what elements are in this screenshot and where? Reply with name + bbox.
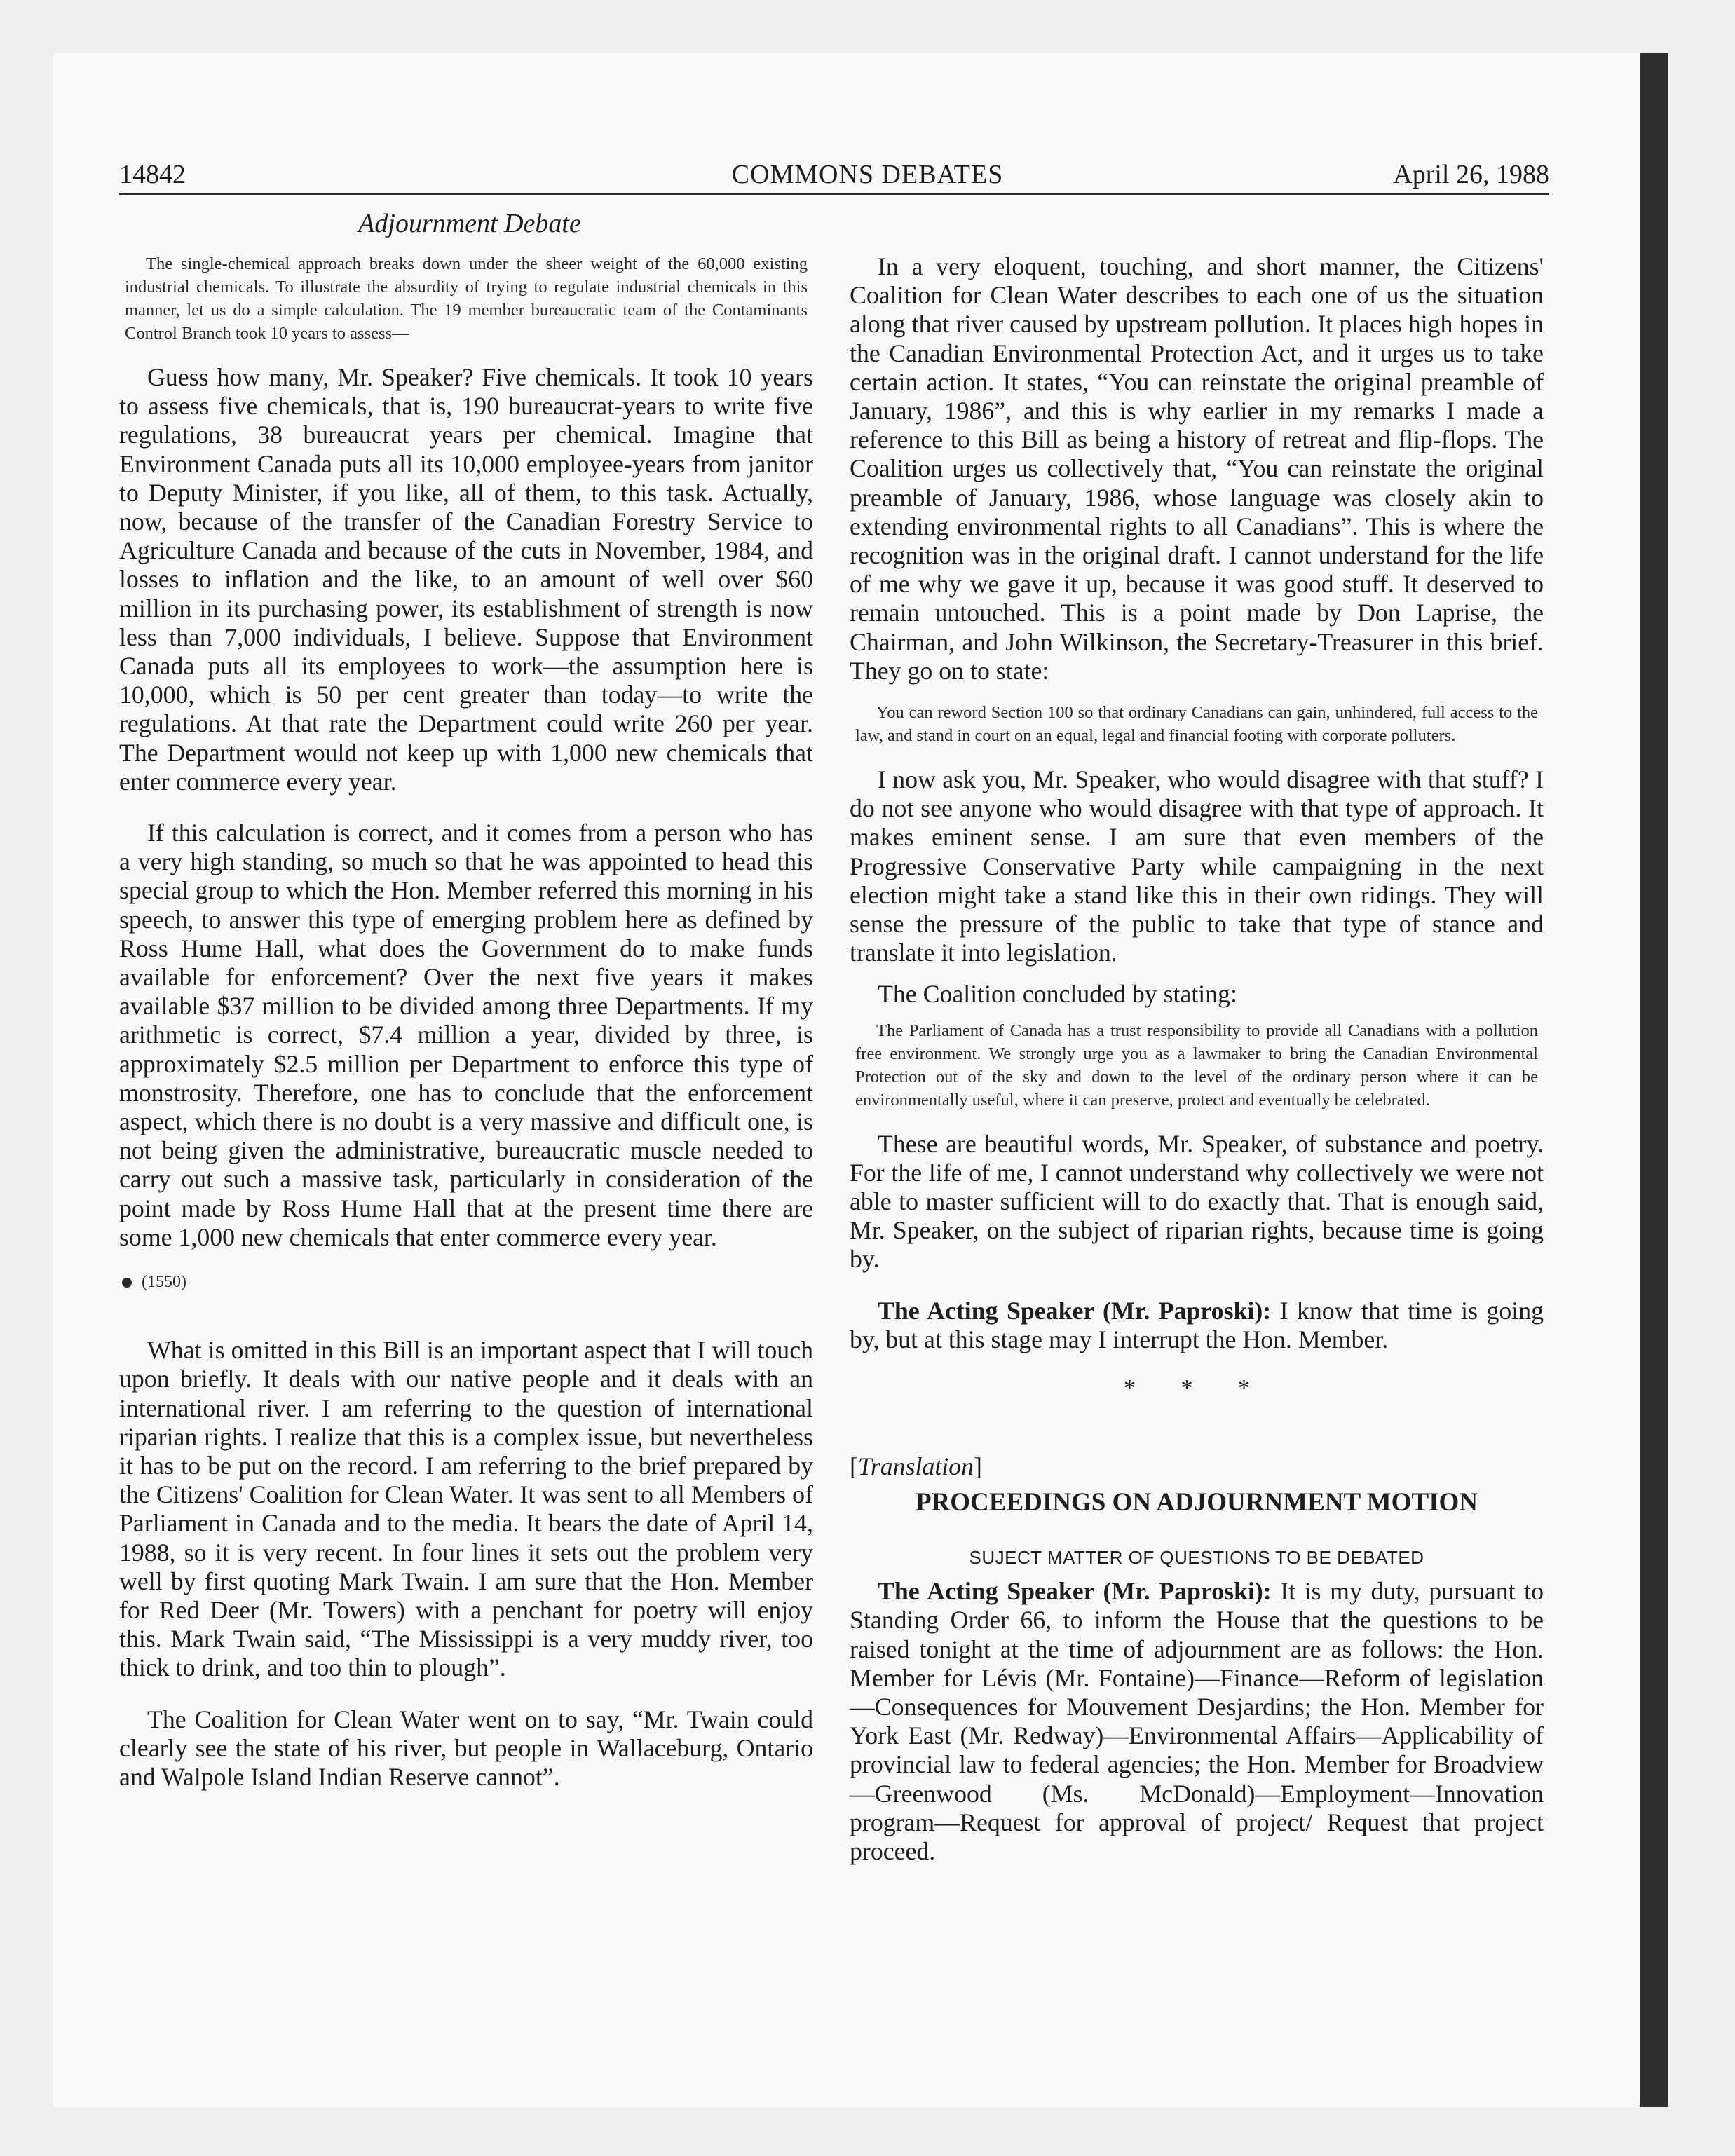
speaker-paragraph xyxy=(850,1297,1544,1354)
speaker-text: I know that time is going by, but at this stage may I interrupt the Hon. Member. xyxy=(850,1296,1544,1353)
subject-heading: SUJECT MATTER OF QUESTIONS TO BE DEBATED xyxy=(969,1547,1424,1569)
section-title: Adjournment Debate xyxy=(358,209,581,238)
page-number: 14842 xyxy=(119,160,186,189)
proceedings-heading: PROCEEDINGS ON ADJOURNMENT MOTION xyxy=(915,1488,1478,1517)
time-marker xyxy=(119,1271,813,1292)
issue-date: April 26, 1988 xyxy=(1393,160,1549,189)
speaker-name: The Acting Speaker (Mr. Paproski): xyxy=(878,1577,1272,1606)
section-separator: * * * xyxy=(1124,1375,1270,1402)
body-paragraph: The Coalition for Clean Water went on to say, “Mr. Twain could clearly see the state of his river, but people in Wallaceburg, Ontario and Walpole Island Indian Reserve cannot”. xyxy=(119,1705,813,1791)
body-paragraph: What is omitted in this Bill is an important aspect that I will touch upon briefly. It deals with our native people and it deals with an international river. I am referring to the question of international riparian rights. I realize that this is a complex issue, but nevertheless it has to be put on the record. I am referring to the brief prepared by the Citizens' Coalition for Clean Water. It was sent to all Members of Parliament in Canada and to the media. It bears the date of April 14, 1988, so it is very recent. In four lines it sets out the problem very well by first quoting Mark Twain. I am sure that the Hon. Member for Red Deer (Mr. Towers) with a penchant for poetry will enjoy this. Mark Twain said, “The Mississippi is a very muddy river, too thick to drink, and too thin to plough”. xyxy=(119,1336,813,1682)
bullet-icon xyxy=(122,1278,132,1288)
header-rule xyxy=(119,193,1549,195)
left-column xyxy=(119,252,813,1792)
right-column xyxy=(850,252,1544,1866)
time-marker-label: (1550) xyxy=(142,1273,186,1292)
body-paragraph: If this calculation is correct, and it comes from a person who has a very high standing, so much so that he was appointed to head this special group to which the Hon. Member referred this morning in his speech, to answer this type of emerging problem here as defined by Ross Hume Hall, what does the Government do to make funds available for enforcement? Over the next five years it makes available $37 million to be divided among three Departments. If my arithmetic is correct, $7.4 million a year, divided by three, is approximately $2.5 million per Department to enforce this type of monstrosity. Therefore, one has to conclude that the enforcement aspect, which there is no doubt is a very massive and difficult one, is not being given the administrative, bureaucratic muscle needed to carry out such a massive task, particularly in consideration of the point made by Ross Hume Hall that at the present time there are some 1,000 new chemicals that enter commerce every year. xyxy=(119,819,813,1251)
body-paragraph: The Coalition concluded by stating: xyxy=(878,980,1237,1009)
body-paragraph: These are beautiful words, Mr. Speaker, of substance and poetry. For the life of me, I cannot understand why collectively we were not able to master sufficient will to do exactly that. That is enough said, Mr. Speaker, on the subject of riparian rights, because time is going by. xyxy=(850,1129,1544,1274)
quoted-passage: You can reword Section 100 so that ordinary Canadians can gain, unhindered, full access to the law, and stand in court on an equal, legal and financial footing with corporate polluters. xyxy=(855,703,1538,746)
speaker-name: The Acting Speaker (Mr. Paproski): xyxy=(878,1296,1272,1325)
publication-title: COMMONS DEBATES xyxy=(731,160,1004,189)
speaker-paragraph xyxy=(850,1577,1544,1866)
speaker-text: It is my duty, pursuant to Standing Order 66, to inform the House that the questions to be raised tonight at the time of adjournment are as follows: the Hon. Member for Lévis (Mr. Fontaine)—Finance—Reform of legislation—Consequences for Mouvement Desjardins; the Hon. Member for York East (Mr. Redway)—Environmental Affairs—Applicability of provincial law to federal agencies; the Hon. Member for Broadview—Greenwood (Ms. McDonald)—Employment—Innovation program—Request for approval of project/ Request that project proceed. xyxy=(850,1577,1544,1865)
quoted-passage: The single-chemical approach breaks down under the sheer weight of the 60,000 existing industrial chemicals. To illustrate the absurdity of trying to regulate industrial chemicals in this manner, let us do a simple calculation. The 19 member bureaucratic team of the Contaminants Control Branch took 10 years to assess— xyxy=(125,254,808,343)
scan-edge-bar xyxy=(1640,53,1668,2107)
quoted-passage: The Parliament of Canada has a trust responsibility to provide all Canadians with a pollution free environment. We strongly urge you as a lawmaker to bring the Canadian Environmental Protection out of the sky and down to the level of the ordinary person where it can be environmentally useful, where it can preserve, protect and eventually be celebrated. xyxy=(855,1021,1538,1110)
body-paragraph: I now ask you, Mr. Speaker, who would disagree with that stuff? I do not see anyone who would disagree with that type of approach. It makes eminent sense. I am sure that even members of the Progressive Conservative Party while campaigning in the next election might take a stand like this in their own ridings. They will sense the pressure of the public to take that type of stance and translate it into legislation. xyxy=(850,765,1544,967)
body-paragraph: Guess how many, Mr. Speaker? Five chemicals. It took 10 years to assess five chemicals, that is, 190 bureaucrat-years to write five regulations, 38 bureaucrat years per chemical. Imagine that Environment Canada puts all its 10,000 employee-years from janitor to Deputy Minister, if you like, all of them, to this task. Actually, now, because of the transfer of the Canadian Forestry Service to Agriculture Canada and because of the cuts in November, 1984, and losses to inflation and the like, to an amount of well over $60 million in its purchasing power, its establishment of strength is now less than 7,000 individuals, I believe. Suppose that Environment Canada puts all its employees to work—the assumption here is 10,000, which is 50 per cent greater than today—to write the regulations. At that rate the Department could write 260 per year. The Department would not keep up with 1,000 new chemicals that enter commerce every year. xyxy=(119,363,813,796)
translation-label: [Translation] xyxy=(850,1452,982,1481)
body-paragraph: In a very eloquent, touching, and short manner, the Citizens' Coalition for Clean Water describes to each one of us the situation along that river caused by upstream pollution. It places high hopes in the Canadian Environmental Protection Act, and it urges us to take certain action. It states, “You can reinstate the original preamble of January, 1986”, and this is why earlier in my remarks I made a reference to this Bill as being a history of retreat and flip-flops. The Coalition urges us collectively that, “You can reinstate the original preamble of January, 1986, whose language was closely akin to extending environmental rights to all Canadians”. This is where the recognition was in the original draft. I cannot understand for the life of me why we gave it up, because it was good stuff. It deserved to remain untouched. This is a point made by Don Laprise, the Chairman, and John Wilkinson, the Secretary-Treasurer in this brief. They go on to state: xyxy=(850,252,1544,685)
